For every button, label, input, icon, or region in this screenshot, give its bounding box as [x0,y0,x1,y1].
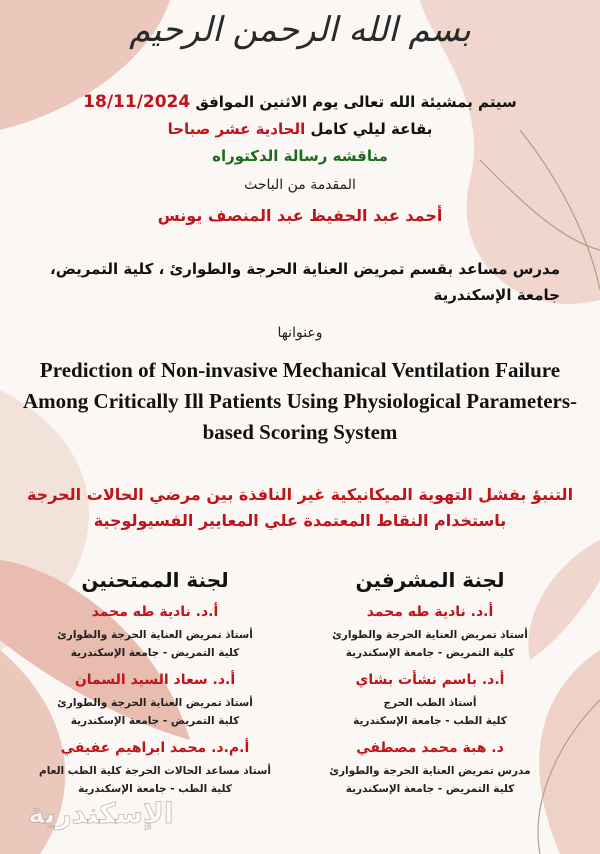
examiner-member [15,672,295,730]
member-title: أستاذ تمريض العناية الحرجة والطوارئ [332,629,528,641]
member-title: أستاذ تمريض العناية الحرجة والطوارئ [57,629,253,641]
examiner-member [15,604,295,662]
basmala: بسم الله الرحمن الرحيم [129,10,471,50]
defense-date: 18/11/2024 [83,92,191,112]
member-affiliation: كلية التمريض - جامعة الإسكندرية [345,647,515,659]
researcher-position: مدرس مساعد بقسم تمريض العناية الحرجة والطوارئ ، كلية التمريض، جامعة الإسكندرية [50,260,560,304]
defense-time: الحادية عشر صباحا [167,120,306,138]
thesis-arabic-title: التنبؤ بفشل التهوية الميكانيكية غير النافذة بين مرضي الحالات الحرجة باستخدام النقاط المعتمدة علي المعايير الفسيولوجية [26,485,574,530]
member-name: أ.د. سعاد السيد السمان [74,672,236,688]
member-name: أ.د. نادية طه محمد [366,604,494,620]
member-title: مدرس تمريض العناية الحرجة والطوارئ [329,765,531,777]
title-label: وعنوانها [277,325,323,341]
member-name: د. هبة محمد مصطفي [356,740,504,756]
member-title: أستاذ الطب الحرج [383,697,477,709]
supervisors-heading: لجنة المشرفين [355,568,505,592]
watermark-logo: الإسكندرية [28,797,174,830]
supervisors-committee [290,568,570,800]
member-affiliation: كلية التمريض - جامعة الإسكندرية [345,783,515,795]
member-name: أ.م.د. محمد ابراهيم عفيفي [60,740,250,756]
supervisor-member [290,740,570,798]
member-title: أستاذ تمريض العناية الحرجة والطوارئ [57,697,253,709]
event-type: مناقشه رسالة الدكتوراه [212,147,388,165]
member-title: أستاذ مساعد الحالات الحرجة كلية الطب العام [39,765,271,777]
member-affiliation: كلية التمريض - جامعة الإسكندرية [70,715,240,727]
thesis-english-title: Prediction of Non-invasive Mechanical Ventilation Failure Among Critically Ill Patients Using Physiological Parameters-based Scoring System [22,358,578,444]
member-affiliation: كلية الطب - جامعة الإسكندرية [78,783,232,795]
member-name: أ.د. نادية طه محمد [91,604,219,620]
examiners-committee [15,568,295,800]
venue-text: بقاعة ليلي كامل [310,120,433,138]
supervisor-member [290,604,570,662]
examiners-heading: لجنة الممتحنين [81,568,229,592]
date-intro-text: سيتم بمشيئة الله تعالى يوم الاثنين الموافق [195,93,517,111]
member-affiliation: كلية الطب - جامعة الإسكندرية [353,715,507,727]
announcement-date-line [0,92,600,112]
member-affiliation: كلية التمريض - جامعة الإسكندرية [70,647,240,659]
presented-by-label: المقدمة من الباحث [244,177,356,193]
researcher-name: أحمد عبد الحفيظ عبد المنصف يونس [157,206,443,225]
member-name: أ.د. باسم نشأت بشاي [355,672,505,688]
venue-time-line [0,120,600,138]
supervisor-member [290,672,570,730]
examiner-member [15,740,295,798]
